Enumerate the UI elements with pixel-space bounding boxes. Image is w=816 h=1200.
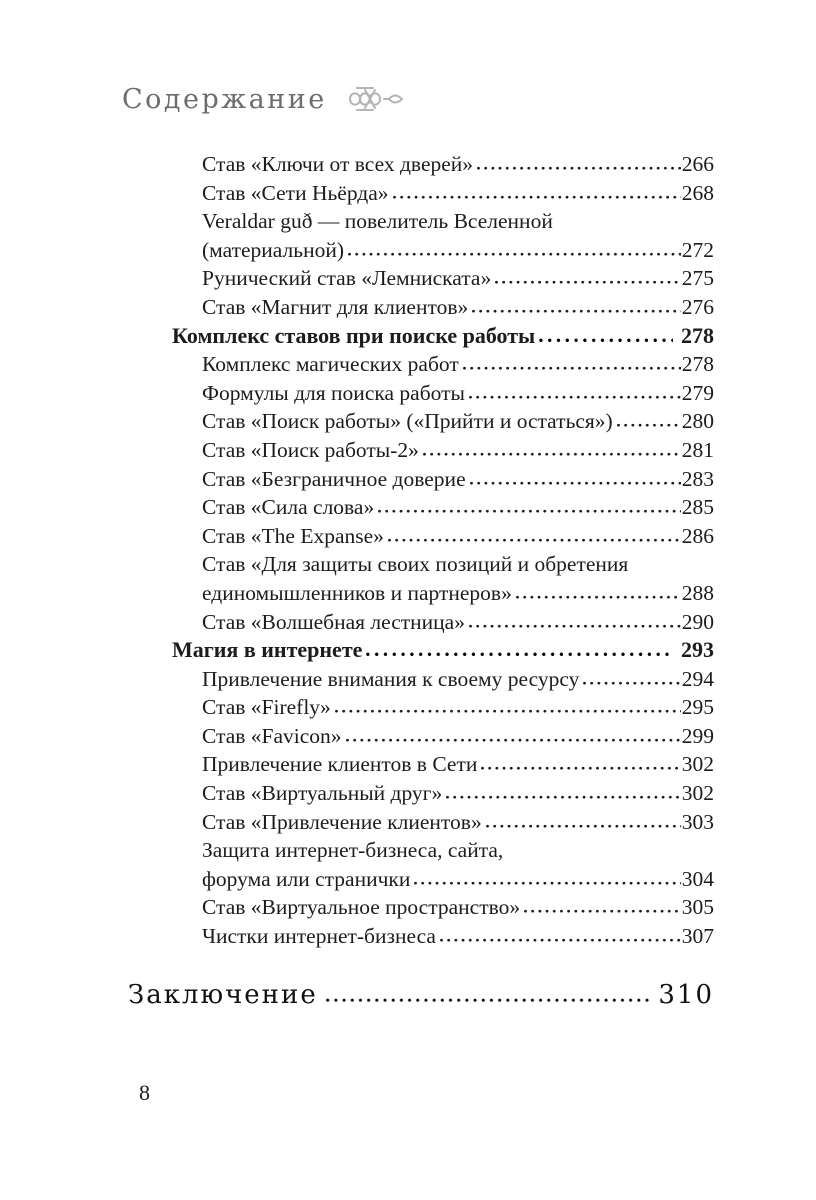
toc-entry-page: 286 [681,523,714,548]
toc-entry-page: 280 [681,409,714,434]
toc-entry [128,350,714,379]
dot-leader [346,738,681,743]
dot-leader [378,509,681,514]
toc-entry [128,665,714,694]
toc-entry-page: 281 [681,437,714,462]
toc-entry-label: Став «Сети Ньёрда» [202,180,389,205]
toc-entry-page: 279 [681,380,714,405]
toc-entry-page: 303 [681,809,714,834]
toc-entry [128,922,714,951]
toc-entry [128,808,714,837]
dot-leader [470,481,681,486]
dot-leader [495,280,681,285]
toc-entry-label: форума или странички [202,866,411,891]
toc-entry [128,722,714,751]
toc-entry-page: 299 [681,723,714,748]
dot-leader [516,595,681,600]
toc-entry [128,836,714,865]
toc-entry [128,179,714,208]
toc-entry-page: 278 [681,352,714,377]
toc-entry [128,465,714,494]
toc-entry [128,636,714,665]
toc-entry-page: 268 [681,180,714,205]
toc-entry-label: Формулы для поиска работы [202,380,465,405]
toc-entry-label: Привлечение клиентов в Сети [202,752,478,777]
dot-leader [477,166,681,171]
toc-entry [128,579,714,608]
toc-entry-label: Veraldar guð — повелитель Вселенной [202,209,553,234]
toc-entry-label: Чистки интернет-бизнеса [202,924,436,949]
toc-entry-page: 276 [681,294,714,319]
toc-entry-label: Став «Безграничное доверие [202,466,466,491]
toc-entry-label: Став «Виртуальное пространство» [202,895,521,920]
dot-leader [469,395,681,400]
toc-entry [128,293,714,322]
closing-entry-page: 310 [658,980,714,1010]
toc-entry-label: Магия в интернете [172,637,363,663]
dot-leader [583,681,680,686]
toc-entry-page: 304 [681,866,714,891]
toc-entry-label: Став «Волшебная лестница» [202,609,465,634]
folio-page-number: 8 [139,1080,150,1105]
toc-entry [128,865,714,894]
toc-entry-label: Комплекс ставов при поиске работы [172,322,536,348]
dot-leader [440,938,681,943]
toc-entry [128,750,714,779]
toc-entry-label: Став «Для защиты своих позиций и обретения [202,552,629,577]
dot-leader [326,998,653,1003]
toc-entry-label: Став «The Expanse» [202,523,384,548]
toc-entry-label: Став «Виртуальный друг» [202,781,443,806]
toc-entry-page: 302 [681,752,714,777]
toc-entry-page: 290 [681,609,714,634]
toc-entry-label: Защита интернет-бизнеса, сайта, [202,838,504,863]
toc-entry-label: Привлечение внимания к своему ресурсу [202,666,580,691]
toc-entry [128,436,714,465]
dot-leader [463,366,681,371]
toc-entry [128,407,714,436]
dot-leader [423,452,681,457]
toc-entry-label: единомышленников и партнеров» [202,580,512,605]
dot-leader [539,338,673,343]
dot-leader [472,309,681,314]
dot-leader [481,766,680,771]
toc-entry-page: 275 [681,266,714,291]
toc-entry [128,608,714,637]
toc-entry-page: 288 [681,580,714,605]
toc-entry-page: 295 [681,695,714,720]
dot-leader [366,652,673,657]
page-header [122,82,409,116]
toc-entry-page: 307 [681,924,714,949]
toc-entry [128,150,714,179]
toc-entry [128,236,714,265]
toc-entry [128,550,714,579]
toc-entry-label: Став «Поиск работы» («Прийти и остаться») [202,409,613,434]
contents-title: Содержание [122,83,327,115]
dot-leader [486,824,681,829]
dot-leader [524,909,681,914]
toc-entry [128,693,714,722]
toc-entry-page: 293 [681,637,714,663]
toc-entry-label: Комплекс магических работ [202,352,459,377]
toc-entry [128,264,714,293]
toc-entry [128,779,714,808]
toc-entry-label: Став «Firefly» [202,695,331,720]
toc-entry-label: Рунический став «Лемниската» [202,266,492,291]
toc-entry-label: Став «Поиск работы-2» [202,437,419,462]
toc-entry-label: (материальной) [202,237,344,262]
toc-entry-page: 283 [681,466,714,491]
toc-entry-page: 278 [681,322,714,348]
toc-entry [128,893,714,922]
toc-entry [128,379,714,408]
toc-entry [128,207,714,236]
dot-leader [393,195,681,200]
toc-entry-label: Став «Привлечение клиентов» [202,809,482,834]
toc-entry-page: 272 [681,237,714,262]
toc-entry-page: 285 [681,495,714,520]
toc-entry-label: Став «Ключи от всех дверей» [202,152,474,176]
dot-leader [446,795,681,800]
closing-entry [128,980,714,1010]
toc-entry-label: Став «Favicon» [202,723,342,748]
dot-leader [335,709,681,714]
toc-entry-label: Став «Магнит для клиентов» [202,294,469,319]
dot-leader [414,881,680,886]
toc-entry-label: Став «Сила слова» [202,495,375,520]
dot-leader [388,538,681,543]
toc-entry-page: 305 [681,895,714,920]
toc-entry [128,522,714,551]
toc-entry-page: 266 [681,152,714,176]
dot-leader [348,252,681,257]
dot-leader [617,423,681,428]
toc-list [128,150,714,951]
closing-entry-label: Заключение [128,980,318,1010]
toc-entry [128,493,714,522]
dot-leader [469,624,681,629]
toc-entry [128,322,714,351]
toc-entry-page: 294 [681,666,714,691]
toc-entry-page: 302 [681,781,714,806]
celtic-knot-ornament [343,82,409,116]
